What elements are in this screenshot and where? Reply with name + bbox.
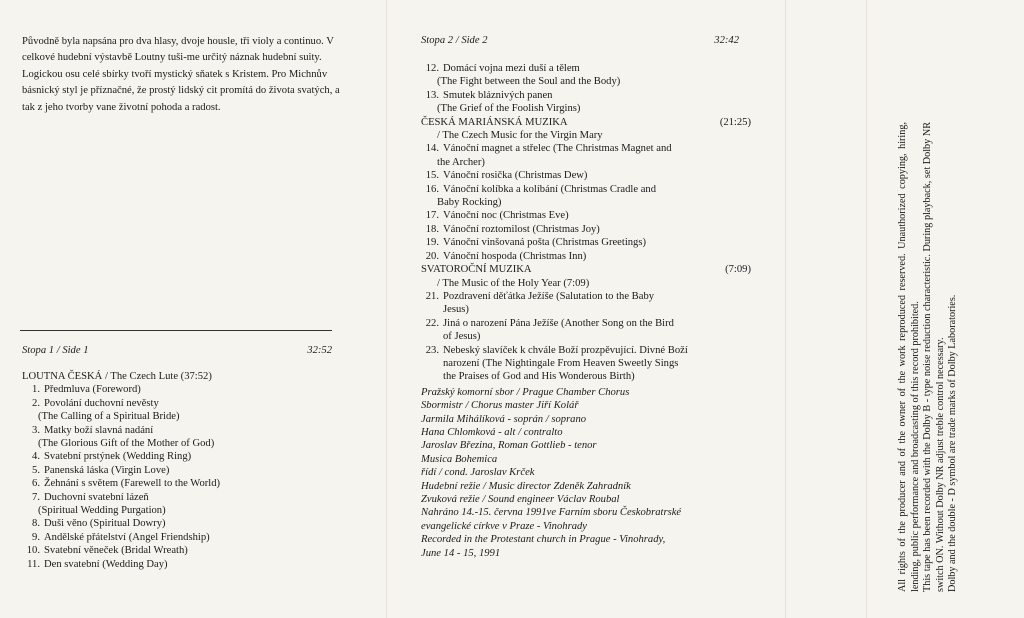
track-item [421,209,751,222]
track-title: Svatební věneček (Bridal Wreath) [44,545,188,557]
credit-line: Hana Chlomková - alt / contralto [421,426,563,438]
track-title: Panenská láska (Virgin Love) [44,464,170,476]
spine-panel [785,0,866,618]
track-title: Vánoční vinšovaná pošta (Christmas Greetings) [443,237,647,249]
track-number: 3. [32,424,40,436]
track-item [421,62,751,75]
track-title: Matky boží slavná nadání [44,424,154,436]
track-title: Vánoční noc (Christmas Eve) [443,210,569,222]
track-title: Předmluva (Foreword) [44,384,141,396]
track-title: Nebeský slavíček k chvále Boží prozpěvující. Divné Boží [443,344,688,356]
section-title: ČESKÁ MARIÁNSKÁ MUZIKA [421,116,568,128]
track-number: 8. [32,518,40,530]
track-number: 18. [425,223,439,235]
track-item [22,383,362,396]
track-item [22,544,362,557]
credit-line: Jaroslav Březina, Roman Gottlieb - tenor [421,440,597,452]
track-item [421,169,751,182]
track-number: 16. [425,183,439,195]
track-subtitle: (The Glorious Gift of the Mother of God) [38,438,215,450]
track-number: 14. [425,143,439,155]
credit-line: June 14 - 15, 1991 [421,547,501,559]
track-item [421,290,751,303]
track-item [22,517,362,530]
track-item [421,236,751,249]
track-subtitle: narození (The Nightingale From Heaven Sweetly Sings [443,357,679,369]
credit-line: Jarmila Mihálíková - soprán / soprano [421,413,587,425]
section-time: (7:09) [725,264,751,276]
credit-line: Sbormistr / Chorus master Jiří Kolář [421,400,579,412]
divider [20,330,332,331]
track-item [22,558,362,571]
track-title: Vánoční hospoda (Christmas Inn) [443,250,587,262]
track-item [22,464,362,477]
track-title: Vánoční rosička (Christmas Dew) [443,170,588,182]
side2-tracklist [421,62,751,560]
track-title: Jiná o narození Pána Ježíše (Another Song on the Bird [443,317,674,329]
intro-paragraph: Původně byla napsána pro dva hlasy, dvoje housle, tři violy a continuo. V celkové hudební výstavbě Loutny tuši-me určitý náznak hudební suity. Logickou osu celé sbírky tvoří mystický sňatek s Kristem. Pro Michnův básnický styl je příznačné, že prostý lidský cit promítá do života svatých, a tak z jeho tvorby vane životní pohoda a radost. [22,36,340,113]
track-number: 21. [425,290,439,302]
credit-line: Hudební režie / Music director Zdeněk Zahradník [421,480,631,492]
section-heading [421,116,751,129]
credit-line: řídí / cond. Jaroslav Krček [421,467,535,479]
track-number: 1. [32,384,40,396]
credit-line: Recorded in the Protestant church in Prague - Vinohrady, [421,534,666,546]
credit-line: Zvuková režie / Sound engineer Václav Roubal [421,494,620,505]
track-subtitle: the Archer) [437,156,485,168]
track-title: Domácí vojna mezi duší a tělem [443,63,580,74]
track-number: 7. [32,491,40,503]
track-title: Den svatební (Wedding Day) [44,558,168,570]
track-title: Vánoční roztomilost (Christmas Joy) [443,223,600,235]
track-item [22,491,362,504]
track-item [421,317,751,330]
track-title: Pozdravení děťátka Ježíše (Salutation to the Baby [443,290,655,302]
track-item [22,531,362,544]
track-title: Žehnání s světem (Farewell to the World) [44,478,221,490]
side1-tracklist [22,370,362,571]
track-number: 5. [32,464,40,476]
track-item [421,142,751,155]
track-subtitle: (The Fight between the Soul and the Body) [437,76,621,88]
section-subtitle: / The Music of the Holy Year (7:09) [437,277,590,289]
track-title: Smutek bláznivých panen [443,89,553,101]
section-title: SVATOROČNÍ MUZIKA [421,264,532,276]
section-heading [421,263,751,276]
track-number: 22. [425,317,439,329]
middle-panel [386,0,785,618]
rights-notice [897,122,960,592]
side2-header [421,35,739,46]
track-item [421,250,751,263]
track-number: 12. [425,63,439,74]
track-subtitle: (The Calling of a Spiritual Bride) [38,411,180,423]
side1-header [22,345,332,356]
side1-section-title: LOUTNA ČESKÁ / The Czech Lute (37:52) [22,371,212,382]
track-number: 15. [425,170,439,182]
track-number: 9. [32,531,40,543]
credit-line: evangelické církve v Praze - Vinohrady [421,520,587,532]
track-number: 10. [26,545,40,557]
track-subtitle: the Praises of God and His Wonderous Birth) [443,371,635,383]
track-item [22,450,362,463]
credit-line: Pražský komorní sbor / Prague Chamber Chorus [421,386,630,398]
side1-time: 32:52 [307,345,332,356]
credit-line: Nahráno 14.-15. června 1991ve Farním sboru Českobratrské [421,507,682,519]
track-title: Povolání duchovní nevěsty [44,397,159,409]
dolby-paragraph: This tape has been recorded with the Dolby B - type noise reduction characteristic. During playback, set Dolby NR switch ON. Without Dolby NR adjust treble control necessary. [922,122,946,592]
section-time: (21:25) [719,116,751,128]
track-number: 23. [425,344,439,356]
track-title: Andělské přátelství (Angel Friendship) [44,531,210,543]
section-subtitle: / The Czech Music for the Virgin Mary [437,130,603,142]
track-title: Vánoční kolíbka a kolíbání (Christmas Cradle and [443,183,657,195]
side2-label: Stopa 2 / Side 2 [421,35,488,46]
rights-paragraph: All rights of the producer and of the owner of the work reproduced reserved. Unauthorized copying, hiring, lending, public performance and broadcasting of this record prohibited. [897,122,921,592]
track-number: 13. [425,89,439,101]
right-panel [866,0,1024,618]
track-number: 11. [27,558,40,570]
track-item [421,89,751,102]
left-panel [0,0,385,618]
track-title: Vánoční magnet a střelec (The Christmas Magnet and [443,143,672,155]
credit-line: Musica Bohemica [421,453,498,465]
track-number: 17. [425,210,439,222]
track-subtitle: (The Grief of the Foolish Virgins) [437,103,581,115]
track-item [22,397,362,410]
track-number: 19. [425,237,439,249]
trademark-paragraph: Dolby and the double - D symbol are trade marks of Dolby Laboratories. [947,294,959,592]
track-item [22,424,362,437]
track-number: 20. [425,250,439,262]
track-subtitle: of Jesus) [443,331,481,343]
track-title: Duši věno (Spiritual Dowry) [44,518,166,530]
track-number: 6. [32,478,40,490]
track-item [421,344,751,357]
track-title: Svatební prstýnek (Wedding Ring) [44,451,192,463]
track-subtitle: Jesus) [443,304,469,316]
track-item [421,223,751,236]
track-number: 2. [32,397,40,409]
side1-label: Stopa 1 / Side 1 [22,345,89,356]
track-item [22,477,362,490]
side2-time: 32:42 [714,35,739,46]
track-number: 4. [32,451,40,463]
track-subtitle: (Spiritual Wedding Purgation) [38,505,166,517]
track-title: Duchovní svatební lázeň [44,491,149,503]
track-item [421,183,751,196]
track-subtitle: Baby Rocking) [437,197,502,209]
